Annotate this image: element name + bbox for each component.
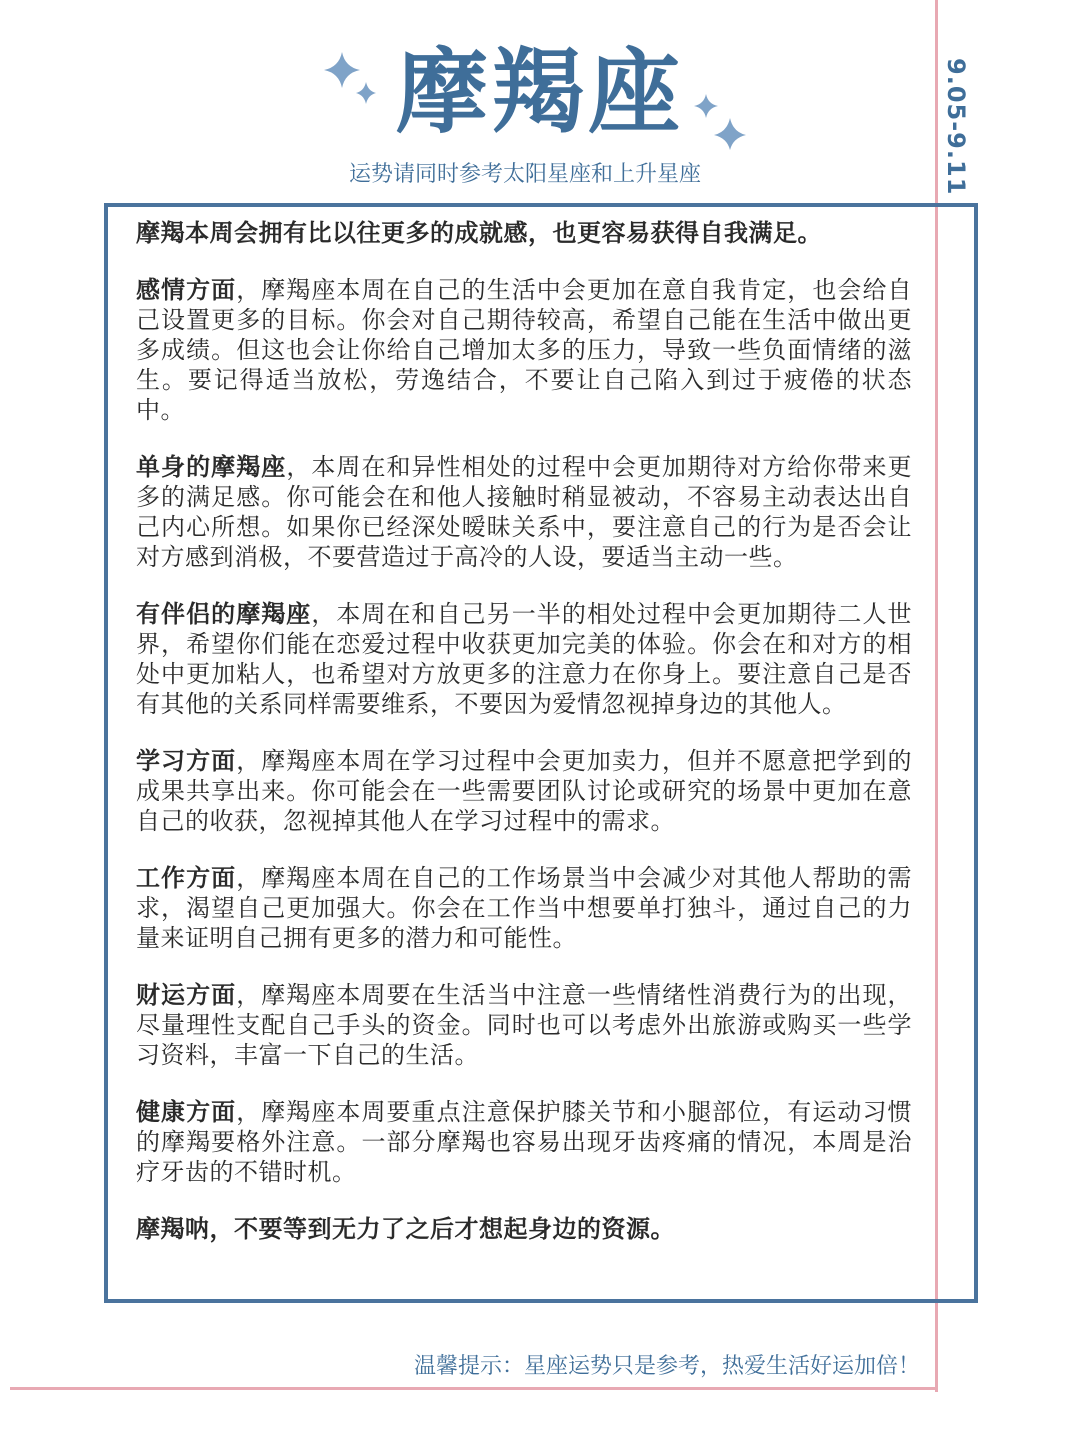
section-heading: 单身的摩羯座 — [136, 453, 287, 481]
page-title: 摩羯座 — [395, 39, 684, 146]
section-heading: 财运方面 — [136, 981, 237, 1009]
section-text: ，本周在和自己另一半的相处过程中会更加期待二人世界，希望你们能在恋爱过程中收获更加完美的体验。你会在和对方的相处中更加粘人，也希望对方放更多的注意力在你身上。要注意自己是否有其他的关系同样需要维系，不要因为爱情忽视掉身边的其他人。 — [136, 600, 913, 718]
date-range: 9.05-9.11 — [942, 58, 970, 196]
section-text: ，摩羯座本周在学习过程中会更加卖力，但并不愿意把学到的成果共享出来。你可能会在一些需要团队讨论或研究的场景中更加在意自己的收获，忽视掉其他人在学习过程中的需求。 — [136, 747, 913, 835]
section-heading: 工作方面 — [136, 864, 237, 892]
footer-tip: 温馨提示：星座运势只是参考，热爱生活好运加倍！ — [413, 1354, 920, 1379]
sparkle-large-left-icon — [322, 50, 382, 110]
section-heading: 有伴侣的摩羯座 — [136, 600, 312, 628]
section-text: ，摩羯座本周要在生活当中注意一些情绪性消费行为的出现，尽量理性支配自己手头的资金。同时也可以考虑外出旅游或购买一些学习资料，丰富一下自己的生活。 — [136, 981, 913, 1069]
section-heading: 健康方面 — [136, 1098, 237, 1126]
section-emotion — [136, 275, 912, 425]
section-wealth — [136, 980, 912, 1070]
section-work — [136, 863, 912, 953]
sparkle-right-icon — [692, 92, 748, 152]
section-partnered — [136, 599, 912, 719]
section-health — [136, 1097, 912, 1187]
closing-text: 摩羯呐，不要等到无力了之后才想起身边的资源。 — [136, 1215, 675, 1243]
section-text: ，摩羯座本周要重点注意保护膝关节和小腿部位，有运动习惯的摩羯要格外注意。一部分摩羯也容易出现牙齿疼痛的情况，本周是治疗牙齿的不错时机。 — [136, 1098, 913, 1186]
section-heading: 学习方面 — [136, 747, 237, 775]
section-heading: 感情方面 — [136, 276, 237, 304]
section-text: ，摩羯座本周在自己的工作场景当中会减少对其他人帮助的需求，渴望自己更加强大。你会在工作当中想要单打独斗，通过自己的力量来证明自己拥有更多的潜力和可能性。 — [136, 864, 913, 952]
pink-horizontal-line — [10, 1387, 938, 1390]
section-single — [136, 452, 912, 572]
horoscope-content — [136, 218, 912, 1271]
section-text: ，摩羯座本周在自己的生活中会更加在意自我肯定，也会给自己设置更多的目标。你会对自己期待较高，希望自己能在生活中做出更多成绩。但这也会让你给自己增加太多的压力，导致一些负面情绪的滋生。要记得适当放松，劳逸结合，不要让自己陷入到过于疲倦的状态中。 — [136, 276, 913, 424]
intro-text: 摩羯本周会拥有比以往更多的成就感，也更容易获得自我满足。 — [136, 219, 822, 247]
page-subtitle: 运势请同时参考太阳星座和上升星座 — [348, 162, 701, 187]
section-study — [136, 746, 912, 836]
section-text: ，本周在和异性相处的过程中会更加期待对方给你带来更多的满足感。你可能会在和他人接触时稍显被动，不容易主动表达出自己内心所想。如果你已经深处暧昧关系中，要注意自己的行为是否会让对方感到消极，不要营造过于高冷的人设，要适当主动一些。 — [136, 453, 913, 571]
